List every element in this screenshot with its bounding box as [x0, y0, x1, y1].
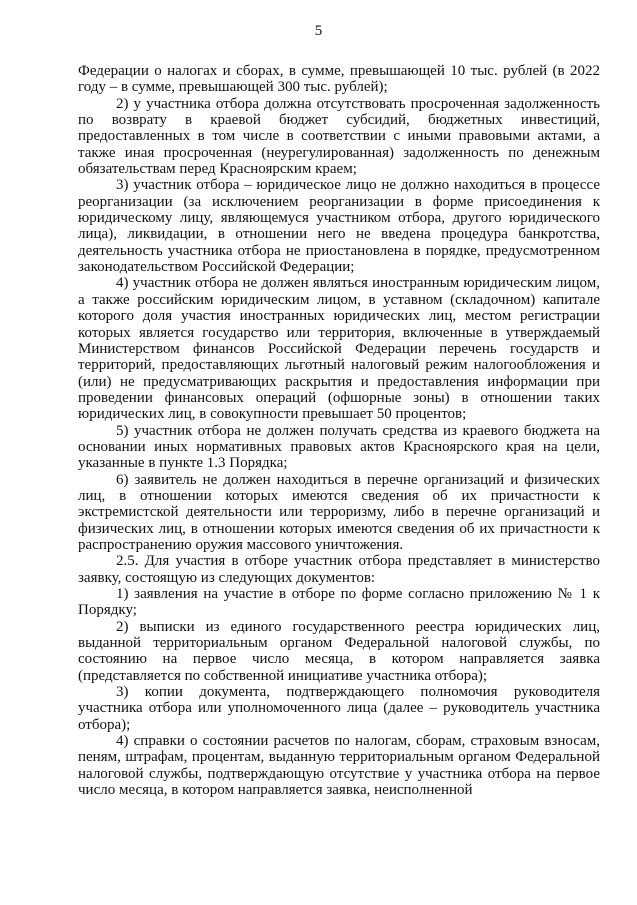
paragraph-item-4: 4) участник отбора не должен являться иностранным юридическим лицом, а также российским юридическим лицом, в уставном (складочном) капитале которого доля участия иностранных юридических лиц, местом регистрации которых является государство или территория, включенные в утверждаемый Министерством финансов Российской Федерации перечень государств и территорий, предоставляющих льготный налоговый режим налогообложения и (или) не предусматривающих раскрытия и предоставления информации при проведении финансовых операций (офшорные зоны) в отношении таких юридических лиц, в совокупности превышает 50 процентов;: [78, 275, 600, 423]
paragraph-doc-4: 4) справки о состоянии расчетов по налогам, сборам, страховым взносам, пеням, штрафам, процентам, выданную территориальным органом Федеральной налоговой службы, подтверждающую отсутствие у участника отбора на первое число месяца, в котором направляется заявка, неисполненной: [78, 733, 600, 799]
paragraph-doc-1: 1) заявления на участие в отборе по форме согласно приложению № 1 к Порядку;: [78, 586, 600, 619]
page-number: 5: [314, 23, 323, 39]
paragraph-section-2-5: 2.5. Для участия в отборе участник отбора представляет в министерство заявку, состоящую из следующих документов:: [78, 553, 600, 586]
paragraph-doc-3: 3) копии документа, подтверждающего полномочия руководителя участника отбора или уполномоченного лица (далее – руководитель участника отбора);: [78, 684, 600, 733]
document-body: [78, 63, 600, 798]
paragraph-item-6: 6) заявитель не должен находиться в перечне организаций и физических лиц, в отношении которых имеются сведения об их причастности к экстремистской деятельности или терроризму, либо в перечне организаций и физических лиц, в отношении которых имеются сведения об их причастности к распространению оружия массового уничтожения.: [78, 471, 600, 553]
paragraph-doc-2: 2) выписки из единого государственного реестра юридических лиц, выданной территориальным органом Федеральной налоговой службы, по состоянию на первое число месяца, в котором направляется заявка (представляется по собственной инициативе участника отбора);: [78, 618, 600, 684]
paragraph-item-3: 3) участник отбора – юридическое лицо не должно находиться в процессе реорганизации (за исключением реорганизации в форме присоединения к юридическому лицу, являющемуся участником отбора, другого юридического лица), ликвидации, в отношении него не введена процедура банкротства, деятельность участника отбора не приостановлена в порядке, предусмотренном законодательством Российской Федерации;: [78, 177, 600, 276]
paragraph-item-5: 5) участник отбора не должен получать средства из краевого бюджета на основании иных нормативных правовых актов Красноярского края на цели, указанные в пункте 1.3 Порядка;: [78, 422, 600, 472]
paragraph-item-2: 2) у участника отбора должна отсутствовать просроченная задолженность по возврату в краевой бюджет субсидий, бюджетных инвестиций, предоставленных в том числе в соответствии с иными правовыми актами, а также иная просроченная (неурегулированная) задолженность по денежным обязательствам перед Красноярским краем;: [78, 95, 600, 178]
paragraph-continuation: Федерации о налогах и сборах, в сумме, превышающей 10 тыс. рублей (в 2022 году – в сумме, превышающей 300 тыс. рублей);: [78, 63, 600, 96]
